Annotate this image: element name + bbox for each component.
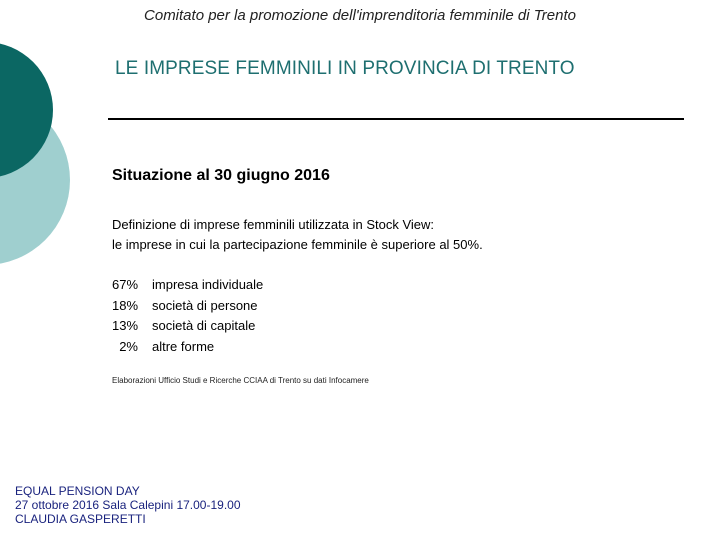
breakdown-list	[112, 275, 263, 357]
organization-name: Comitato per la promozione dell'imprenditoria femminile di Trento	[144, 7, 576, 24]
breakdown-percent: 18%	[112, 297, 139, 313]
breakdown-percent: 67%	[112, 277, 139, 292]
definition-block	[112, 215, 483, 255]
situation-heading: Situazione al 30 giugno 2016	[112, 167, 330, 184]
breakdown-percent: 13%	[112, 318, 139, 333]
breakdown-row	[112, 337, 263, 358]
event-date: 27 ottobre 2016 Sala Calepini 17.00-19.00	[15, 498, 241, 512]
breakdown-label: società di capitale	[152, 318, 256, 333]
event-footer	[15, 484, 241, 526]
definition-line: Definizione di imprese femminili utilizzata in Stock View:	[112, 217, 434, 232]
breakdown-label: altre forme	[152, 338, 215, 354]
event-speaker: CLAUDIA GASPERETTI	[15, 512, 146, 526]
source-note: Elaborazioni Ufficio Studi e Ricerche CCIAA di Trento su dati Infocamere	[112, 376, 369, 385]
breakdown-percent: 2%	[119, 338, 138, 354]
breakdown-label: società di persone	[152, 297, 258, 313]
title-divider	[108, 118, 684, 120]
breakdown-label: impresa individuale	[152, 277, 264, 292]
decorative-circles	[0, 0, 80, 290]
breakdown-row	[112, 296, 263, 317]
definition-line: le imprese in cui la partecipazione femminile è superiore al 50%.	[112, 237, 483, 252]
event-title: EQUAL PENSION DAY	[15, 484, 140, 498]
breakdown-row	[112, 316, 263, 337]
slide-title: LE IMPRESE FEMMINILI IN PROVINCIA DI TRENTO	[115, 58, 575, 79]
breakdown-row	[112, 275, 263, 296]
